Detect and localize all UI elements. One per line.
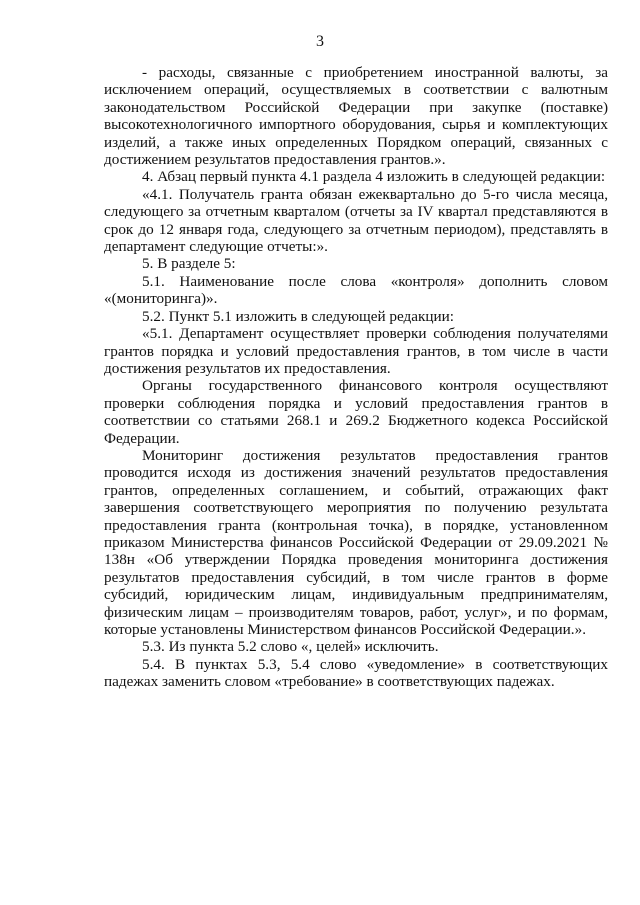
paragraph-item-5: 5. В разделе 5:: [142, 255, 236, 273]
document-body: [104, 64, 608, 691]
paragraph-item-5-2: 5.2. Пункт 5.1 изложить в следующей редакции:: [142, 307, 455, 325]
paragraph-item-5-1: 5.1. Наименование после слова «контроля» дополнить словом «(мониторинга)».: [104, 272, 608, 308]
paragraph-clause-4-1: «4.1. Получатель гранта обязан ежеквартально до 5-го числа месяца, следующего за отчетным кварталом (отчеты за IV квартал представляются в срок до 12 января года, следующего за отчетным периодом), представлять в департамент следующие отчеты:».: [104, 185, 608, 256]
paragraph-control-bodies: Органы государственного финансового контроля осуществляют проверки соблюдения порядка и условий предоставления грантов в соответствии со статьями 268.1 и 269.2 Бюджетного кодекса Российской Федерации.: [104, 377, 608, 447]
paragraph-item-4: 4. Абзац первый пункта 4.1 раздела 4 изложить в следующей редакции:: [142, 168, 606, 186]
paragraph-item-5-4: 5.4. В пунктах 5.3, 5.4 слово «уведомление» в соответствующих падежах заменить словом «требование» в соответствующих падежах.: [104, 655, 608, 691]
paragraph-clause-5-1: «5.1. Департамент осуществляет проверки соблюдения получателями грантов порядка и условий предоставления грантов, в том числе в части достижения результатов их предоставления.: [104, 325, 608, 377]
paragraph-expenses-clause: - расходы, связанные с приобретением иностранной валюты, за исключением операций, осуществляемых в соответствии с валютным законодательством Российской Федерации при закупке (поставке) высокотехнологичного импортного оборудования, сырья и комплектующих изделий, а также иных определенных Порядком операций, связанных с достижением результатов предоставления грантов.».: [104, 64, 608, 169]
paragraph-item-5-3: 5.3. Из пункта 5.2 слово «, целей» исключить.: [142, 638, 439, 656]
paragraph-monitoring: Мониторинг достижения результатов предоставления грантов проводится исходя из достижения значений результатов предоставления грантов, определенных соглашением, и событий, отражающих факт завершения соответствующего мероприятия по получению результата предоставления гранта (контрольная точка), в порядке, установленном приказом Министерства финансов Российской Федерации от 29.09.2021 № 138н «Об утверждении Порядка проведения мониторинга достижения результатов предоставления субсидий, в том числе грантов в форме субсидий, юридическим лицам, индивидуальным предпринимателям, физическим лицам – производителям товаров, работ, услуг», и по формам, которые установлены Министерством финансов Российской Федерации.».: [104, 446, 608, 638]
page-number: 3: [316, 33, 324, 50]
